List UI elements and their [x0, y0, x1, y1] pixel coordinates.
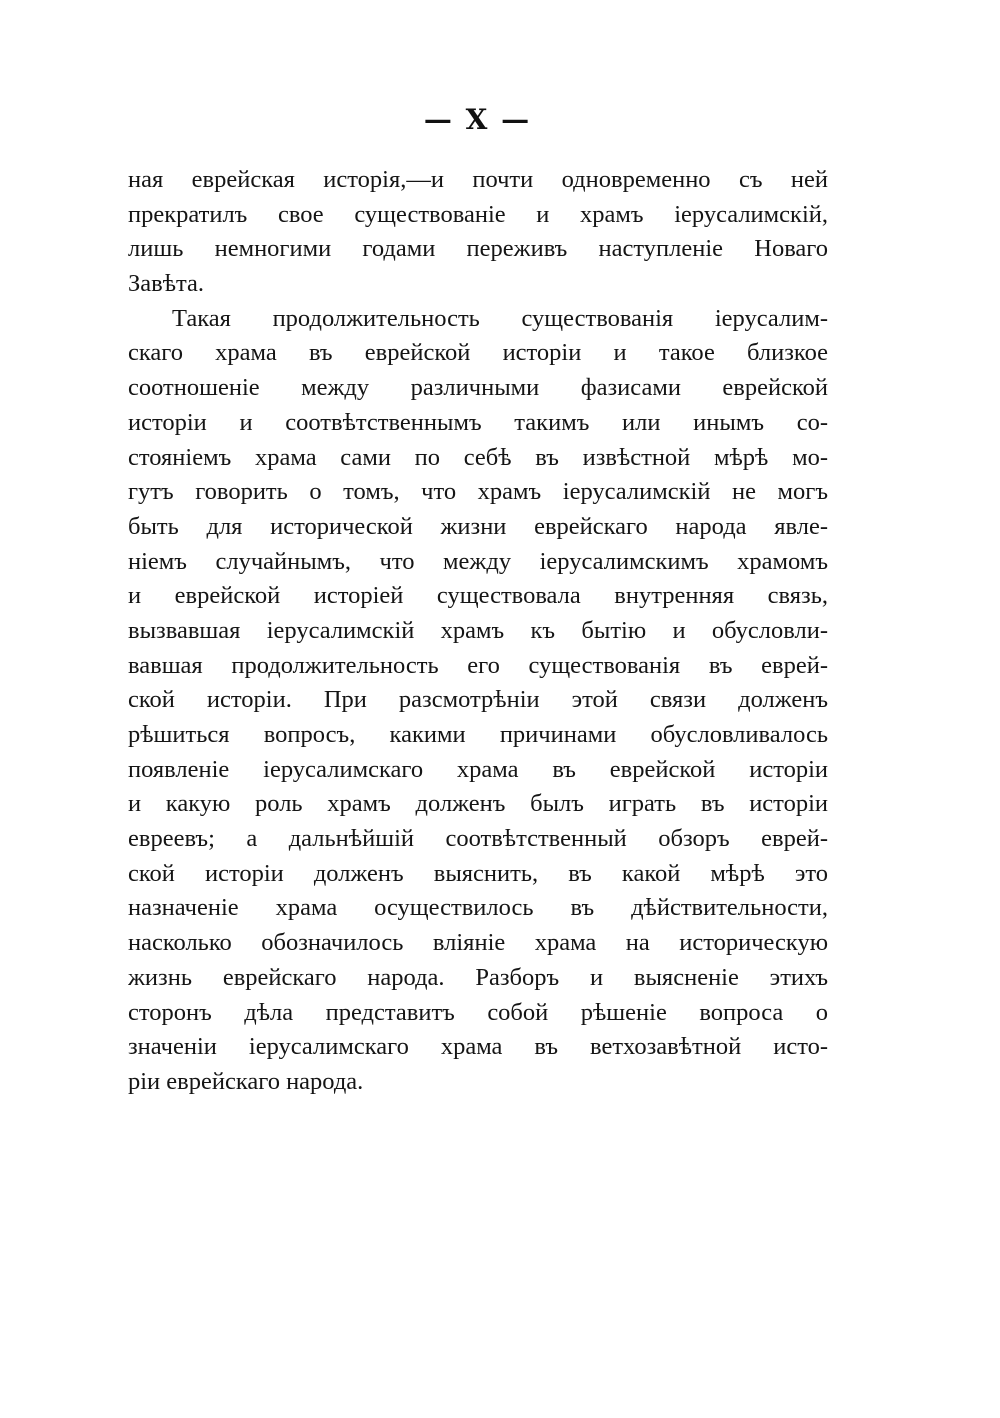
text-line: вавшая продолжительность его существованія въ еврей- [128, 651, 828, 679]
text-line: и еврейской исторіей существовала внутренняя связь, [128, 582, 828, 610]
text-line: гутъ говорить о томъ, что храмъ іерусалимскій не могъ [128, 478, 828, 506]
text-line: значеніи іерусалимскаго храма въ ветхозавѣтной исто- [128, 1033, 828, 1061]
text-line: назначеніе храма осуществилось въ дѣйствительности, [128, 894, 828, 922]
text-line: рѣшиться вопросъ, какими причинами обусловливалось [128, 721, 828, 748]
text-line: скаго храма въ еврейской исторіи и такое близкое [128, 339, 828, 367]
text-line: быть для исторической жизни еврейскаго народа явле- [128, 512, 828, 540]
text-line: ніемъ случайнымъ, что между іерусалимскимъ храмомъ [128, 547, 828, 575]
text-line: вызвавшая іерусалимскій храмъ къ бытію и обусловли- [128, 616, 828, 644]
text-line: Такая продолжительность существованія іерусалим- [172, 304, 828, 332]
text-line: насколько обозначилось вліяніе храма на историческую [128, 929, 828, 957]
text-line: Завѣта. [128, 270, 205, 298]
paragraph-1 [128, 163, 828, 302]
paragraph-2 [128, 302, 828, 1100]
text-line: сторонъ дѣла представитъ собой рѣшеніе вопроса о [128, 998, 828, 1026]
text-line: соотношеніе между различными фазисами еврейской [128, 374, 828, 402]
text-line: появленіе іерусалимскаго храма въ еврейской исторіи [128, 755, 828, 783]
text-line: ная еврейская исторія,—и почти одновременно съ ней [128, 166, 828, 193]
text-line: ской исторіи долженъ выяснить, въ какой мѣрѣ это [128, 859, 828, 887]
page-number: — X — [423, 103, 532, 136]
text-line: стояніемъ храма сами по себѣ въ извѣстной мѣрѣ мо- [128, 443, 828, 471]
text-line: и какую роль храмъ долженъ былъ играть въ исторіи [128, 790, 828, 818]
body-text [128, 163, 828, 1100]
text-line: евреевъ; а дальнѣйшій соотвѣтственный обзоръ еврей- [128, 825, 828, 853]
text-line: ріи еврейскаго народа. [128, 1067, 364, 1095]
text-line: жизнь еврейскаго народа. Разборъ и выясненіе этихъ [128, 963, 828, 991]
text-line: исторіи и соотвѣтственнымъ такимъ или инымъ со- [128, 408, 828, 436]
text-line: лишь немногими годами переживъ наступленіе Новаго [128, 235, 828, 263]
text-line: ской исторіи. При разсмотрѣніи этой связи долженъ [128, 686, 828, 714]
text-line: прекратилъ свое существованіе и храмъ іерусалимскій, [128, 200, 828, 228]
